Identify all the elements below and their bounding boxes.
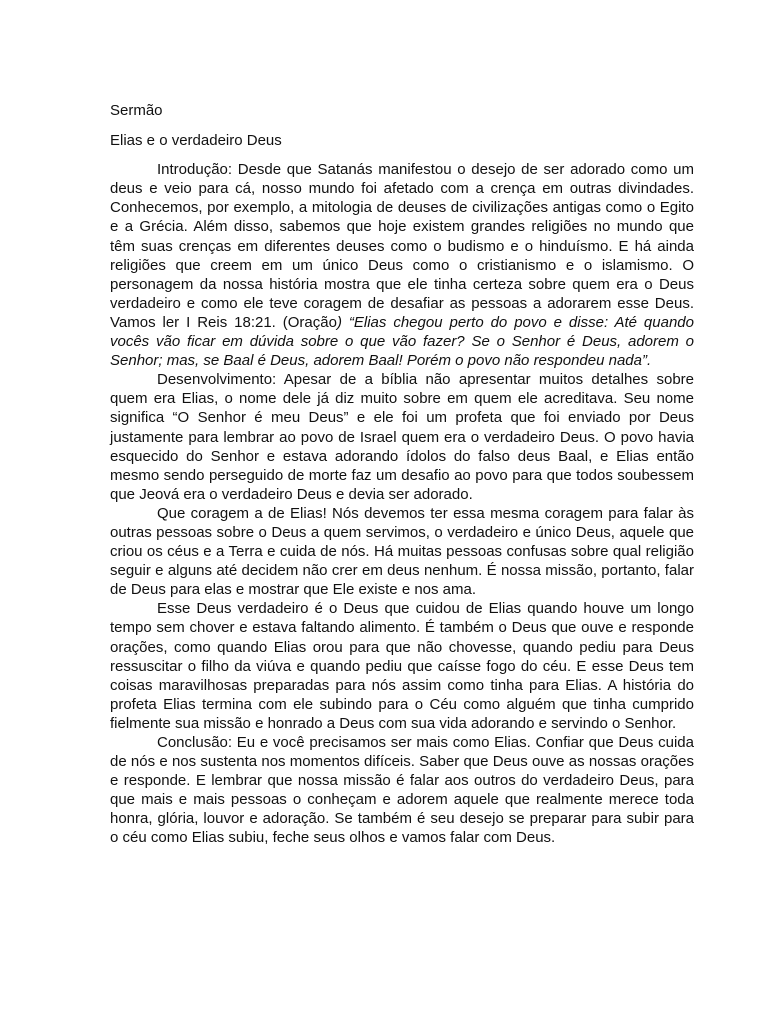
document-title: Elias e o verdadeiro Deus	[110, 132, 282, 150]
scripture-quote: ) “Elias chegou perto do povo e disse: Até quando vocês vão ficar em dúvida sobre o que vão fazer? Se o Senhor é Deus, adorem o Senhor; mas, se Baal é Deus, adorem Baal! Porém o povo não respondeu nada”.	[110, 313, 694, 370]
introduction-paragraph	[110, 160, 694, 370]
conclusion-paragraph: Conclusão: Eu e você precisamos ser mais como Elias. Confiar que Deus cuida de nós e nos sustenta nos momentos difíceis. Saber que Deus ouve as nossas orações e responde. E lembrar que nossa missão é falar aos outros do verdadeiro Deus, para que mais e mais pessoas o conheçam e adorem aquele que realmente merece toda honra, glória, louvor e adoração. Se também é seu desejo se preparar para subir para o céu como Elias subiu, feche seus olhos e vamos falar com Deus.	[110, 734, 694, 847]
introduction-text: Introdução: Desde que Satanás manifestou o desejo de ser adorado como um deus e veio para cá, nosso mundo foi afetado com a crença em outras divindades. Conhecemos, por exemplo, a mitologia de deuses de civilizações antigas como o Egito e a Grécia. Além disso, sabemos que hoje existem grandes religiões no mundo que têm suas crenças em diferentes deuses como o budismo e o hinduísmo. E há ainda religiões que creem em um único Deus como o cristianismo e o islamismo. O personagem da nossa história mostra que ele tinha certeza sobre quem era o Deus verdadeiro e como ele teve coragem de desafiar as pessoas a adorarem esse Deus. Vamos ler I Reis 18:21. (Oração	[110, 161, 694, 331]
true-god-paragraph: Esse Deus verdadeiro é o Deus que cuidou de Elias quando houve um longo tempo sem chover e estava faltando alimento. É também o Deus que ouve e responde orações, como quando Elias orou para que não chovesse, quando pediu para Deus ressuscitar o filho da viúva e quando pediu que caísse fogo do céu. E esse Deus tem coisas maravilhosas preparadas para nós assim como tinha para Elias. A história do profeta Elias termina com ele subindo para o Céu como alguém que tinha cumprido fielmente sua missão e honrado a Deus com sua vida adorando e servindo o Senhor.	[110, 600, 694, 732]
document-label: Sermão	[110, 102, 163, 119]
development-paragraph: Desenvolvimento: Apesar de a bíblia não apresentar muitos detalhes sobre quem era Elias, o nome dele já diz muito sobre em quem ele acreditava. Seu nome significa “O Senhor é meu Deus” e ele foi um profeta que foi enviado por Deus justamente para lembrar ao povo de Israel quem era o verdadeiro Deus. O povo havia esquecido do Senhor e estava adorando ídolos do falso deus Baal, e Elias então mesmo sendo perseguido de morte faz um desafio ao povo para que todos soubessem que Jeová era o verdadeiro Deus e devia ser adorado.	[110, 371, 694, 503]
document-page	[110, 101, 694, 848]
courage-paragraph: Que coragem a de Elias! Nós devemos ter essa mesma coragem para falar às outras pessoas sobre o Deus a quem servimos, o verdadeiro e único Deus, aquele que criou os céus e a Terra e cuida de nós. Há muitas pessoas confusas sobre qual religião seguir e alguns até decidem não crer em deus nenhum. É nossa missão, portanto, falar de Deus para elas e mostrar que Ele existe e nos ama.	[110, 504, 694, 599]
